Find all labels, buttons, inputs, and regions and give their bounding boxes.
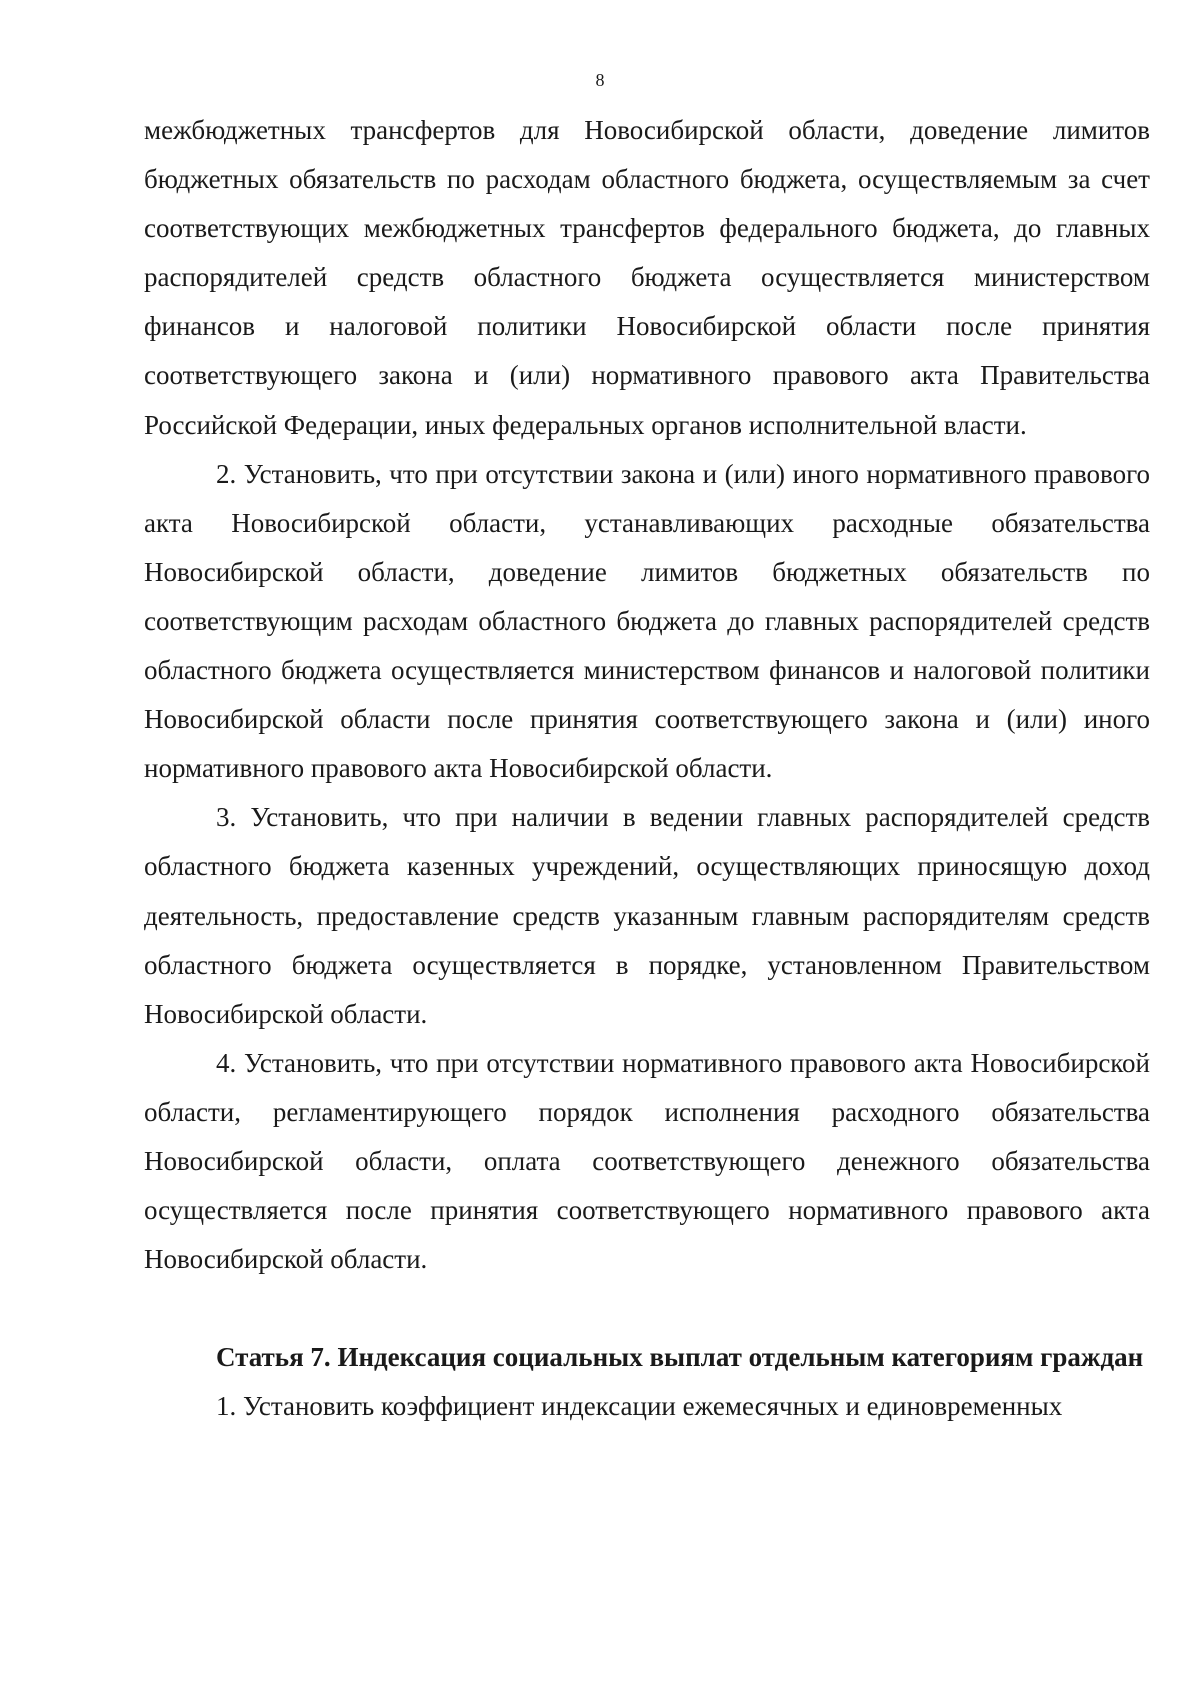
paragraph-continuation: межбюджетных трансфертов для Новосибирской области, доведение лимитов бюджетных обязательств по расходам областного бюджета, осуществляемым за счет соответствующих межбюджетных трансфертов федерального бюджета, до главных распорядителей средств областного бюджета осуществляется министерством финансов и налоговой политики Новосибирской области после принятия соответствующего закона и (или) нормативного правового акта Правительства Российской Федерации, иных федеральных органов исполнительной власти. bbox=[144, 115, 1150, 440]
article-heading bbox=[144, 1333, 1150, 1382]
article-number: Статья 7. bbox=[216, 1342, 331, 1373]
article-7-item-1: 1. Установить коэффициент индексации ежемесячных и единовременных bbox=[216, 1391, 1063, 1422]
document-body bbox=[144, 106, 1150, 1431]
article-title: Индексация социальных выплат отдельным категориям граждан bbox=[337, 1342, 1144, 1373]
paragraph-item-4: 4. Установить, что при отсутствии нормативного правового акта Новосибирской области, регламентирующего порядок исполнения расходного обязательства Новосибирской области, оплата соответствующего денежного обязательства осуществляется после принятия соответствующего нормативного правового акта Новосибирской области. bbox=[144, 1047, 1150, 1275]
paragraph-item-3: 3. Установить, что при наличии в ведении главных распорядителей средств областного бюджета казенных учреждений, осуществляющих приносящую доход деятельность, предоставление средств указанным главным распорядителям средств областного бюджета осуществляется в порядке, установленном Правительством Новосибирской области. bbox=[144, 802, 1150, 1029]
page-number: 8 bbox=[595, 70, 605, 90]
paragraph-item-2: 2. Установить, что при отсутствии закона и (или) иного нормативного правового акта Новосибирской области, устанавливающих расходные обязательства Новосибирской области, доведение лимитов бюджетных обязательств по соответствующим расходам областного бюджета до главных распорядителей средств областного бюджета осуществляется министерством финансов и налоговой политики Новосибирской области после принятия соответствующего закона и (или) иного нормативного правового акта Новосибирской области. bbox=[144, 458, 1150, 784]
